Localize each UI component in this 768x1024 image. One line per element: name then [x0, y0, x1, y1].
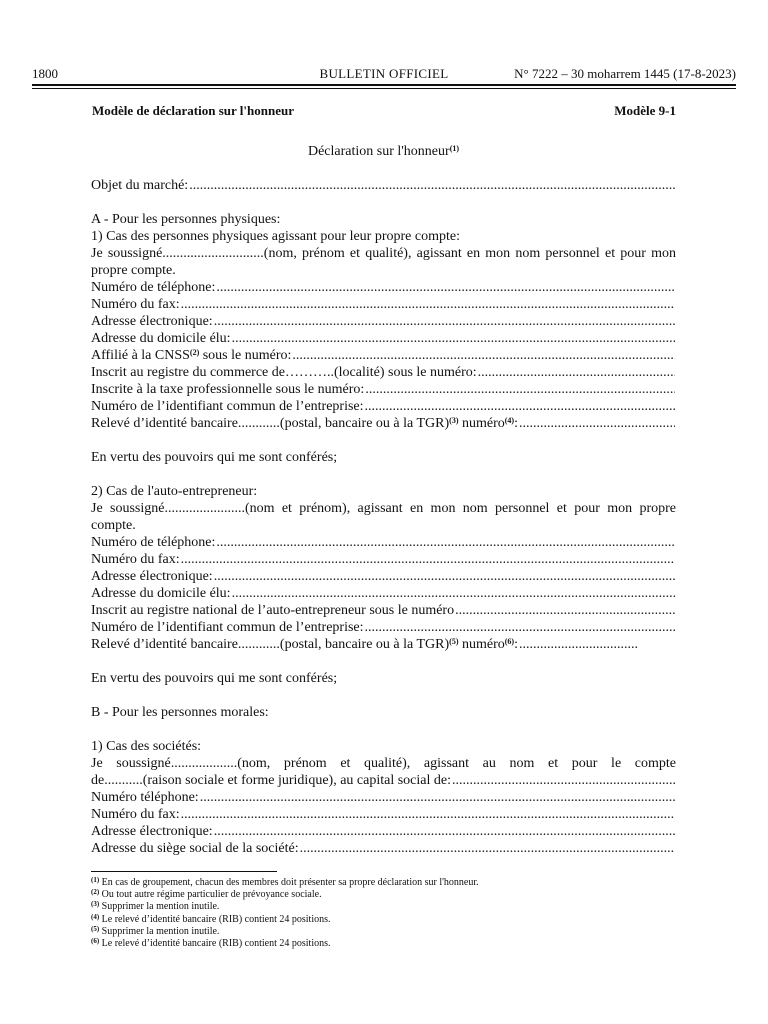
footnote-6: $^{(6)}$ Le relevé d’identité bancaire (RIB) contient 24 positions.: [91, 937, 331, 950]
a2-identifiant-line: Numéro de l’identifiant commun de l’entreprise: .....: [91, 619, 676, 636]
objet-line: Objet du marché: .....: [91, 177, 676, 194]
publication-title: BULLETIN OFFICIEL: [319, 66, 449, 81]
a2-heading: 2) Cas de l'auto-entrepreneur:: [91, 484, 258, 499]
b1-heading: 1) Cas des sociétés:: [91, 739, 202, 754]
a2-email-line: Adresse électronique: .....: [91, 568, 676, 585]
footnote-ref: (1): [449, 144, 460, 153]
footnote-ref: (5): [449, 637, 459, 646]
a2-domicile-line: Adresse du domicile élu: .....: [91, 585, 676, 602]
section-a-heading: A - Pour les personnes physiques:: [91, 212, 281, 227]
running-header: [32, 66, 736, 82]
a2-intro: Je soussigné.......................(nom et prénom), agissant en mon nom personnel et pour mon propre compte.: [91, 501, 676, 533]
page-number: 1800: [32, 66, 58, 81]
model-number: Modèle 9-1: [614, 103, 676, 118]
footnote-ref: (4): [504, 416, 515, 425]
b1-fax-line: Numéro du fax: .....: [91, 806, 676, 823]
a1-heading: 1) Cas des personnes physiques agissant pour leur propre compte:: [91, 229, 460, 244]
footnote-5: $^{(5)}$ Supprimer la mention inutile.: [91, 924, 220, 937]
model-header: [92, 103, 676, 119]
a1-cnss-line: Affilié à la CNSS$^{(2)}$ sous le numéro: .....: [91, 347, 676, 364]
a2-telephone-line: Numéro de téléphone: .....: [91, 534, 676, 551]
b1-intro: Je soussigné...................(nom, prénom et qualité), agissant au nom et pour le compte: [91, 756, 676, 771]
model-label: Modèle de déclaration sur l'honneur: [92, 103, 294, 118]
a1-identifiant-line: Numéro de l’identifiant commun de l’entreprise: .....: [91, 398, 676, 415]
a1-fax-line: Numéro du fax: .....: [91, 296, 676, 313]
b1-capital-line: de...........(raison sociale et forme juridique), au capital social de: .....: [91, 772, 676, 789]
b1-siege-line: Adresse du siège social de la société: .....: [91, 840, 676, 857]
a1-registre-line: Inscrit au registre du commerce de………..(localité) sous le numéro: .....: [91, 364, 676, 381]
header-rule-thick: [32, 84, 736, 86]
a1-taxe-line: Inscrite à la taxe professionnelle sous le numéro: .....: [91, 381, 676, 398]
footnote-2: $^{(2)}$ Ou tout autre régime particulier de prévoyance sociale.: [91, 888, 322, 901]
footnote-ref: (2): [189, 348, 200, 357]
a2-rib-line: Relevé d’identité bancaire............(postal, bancaire ou à la TGR)$^{(5)}$ numéro$^{(6)}$: .....: [91, 636, 676, 653]
footnote-rule: [91, 871, 277, 872]
a1-rib-line: Relevé d’identité bancaire............(postal, bancaire ou à la TGR)$^{(3)}$ numéro$^{(4)}$: .....: [91, 415, 676, 432]
a1-domicile-line: Adresse du domicile élu: .....: [91, 330, 676, 347]
header-rule-thin: [32, 88, 736, 89]
document-title: Déclaration sur l'honneur$^{(1)}$: [307, 144, 460, 159]
footnote-ref: (3): [449, 416, 459, 425]
a1-telephone-line: Numéro de téléphone: .....: [91, 279, 676, 296]
footnote-ref: (6): [504, 637, 515, 646]
pouvoirs-statement-2: En vertu des pouvoirs qui me sont conférés;: [91, 671, 338, 686]
footnotes: [91, 877, 676, 950]
a1-email-line: Adresse électronique: .....: [91, 313, 676, 330]
issue-info: N° 7222 – 30 moharrem 1445 (17-8-2023): [514, 66, 736, 81]
a1-intro: Je soussigné.............................(nom, prénom et qualité), agissant en mon nom personnel et pour mon propre compte.: [91, 246, 676, 278]
footnote-1: $^{(1)}$ En cas de groupement, chacun des membres doit présenter sa propre déclaration sur l'honneur.: [91, 876, 479, 888]
footnote-4: $^{(4)}$ Le relevé d’identité bancaire (RIB) contient 24 positions.: [91, 912, 331, 925]
b1-email-line: Adresse électronique: .....: [91, 823, 676, 840]
b1-telephone-line: Numéro téléphone: .....: [91, 789, 676, 806]
document-body: [91, 143, 676, 857]
footnote-3: $^{(3)}$ Supprimer la mention inutile.: [91, 900, 220, 913]
a2-fax-line: Numéro du fax: .....: [91, 551, 676, 568]
fill-dots: [189, 177, 675, 194]
pouvoirs-statement-1: En vertu des pouvoirs qui me sont conférés;: [91, 450, 338, 465]
section-b-heading: B - Pour les personnes morales:: [91, 705, 269, 720]
a2-registre-line: Inscrit au registre national de l’auto-entrepreneur sous le numéro .....: [91, 602, 676, 619]
